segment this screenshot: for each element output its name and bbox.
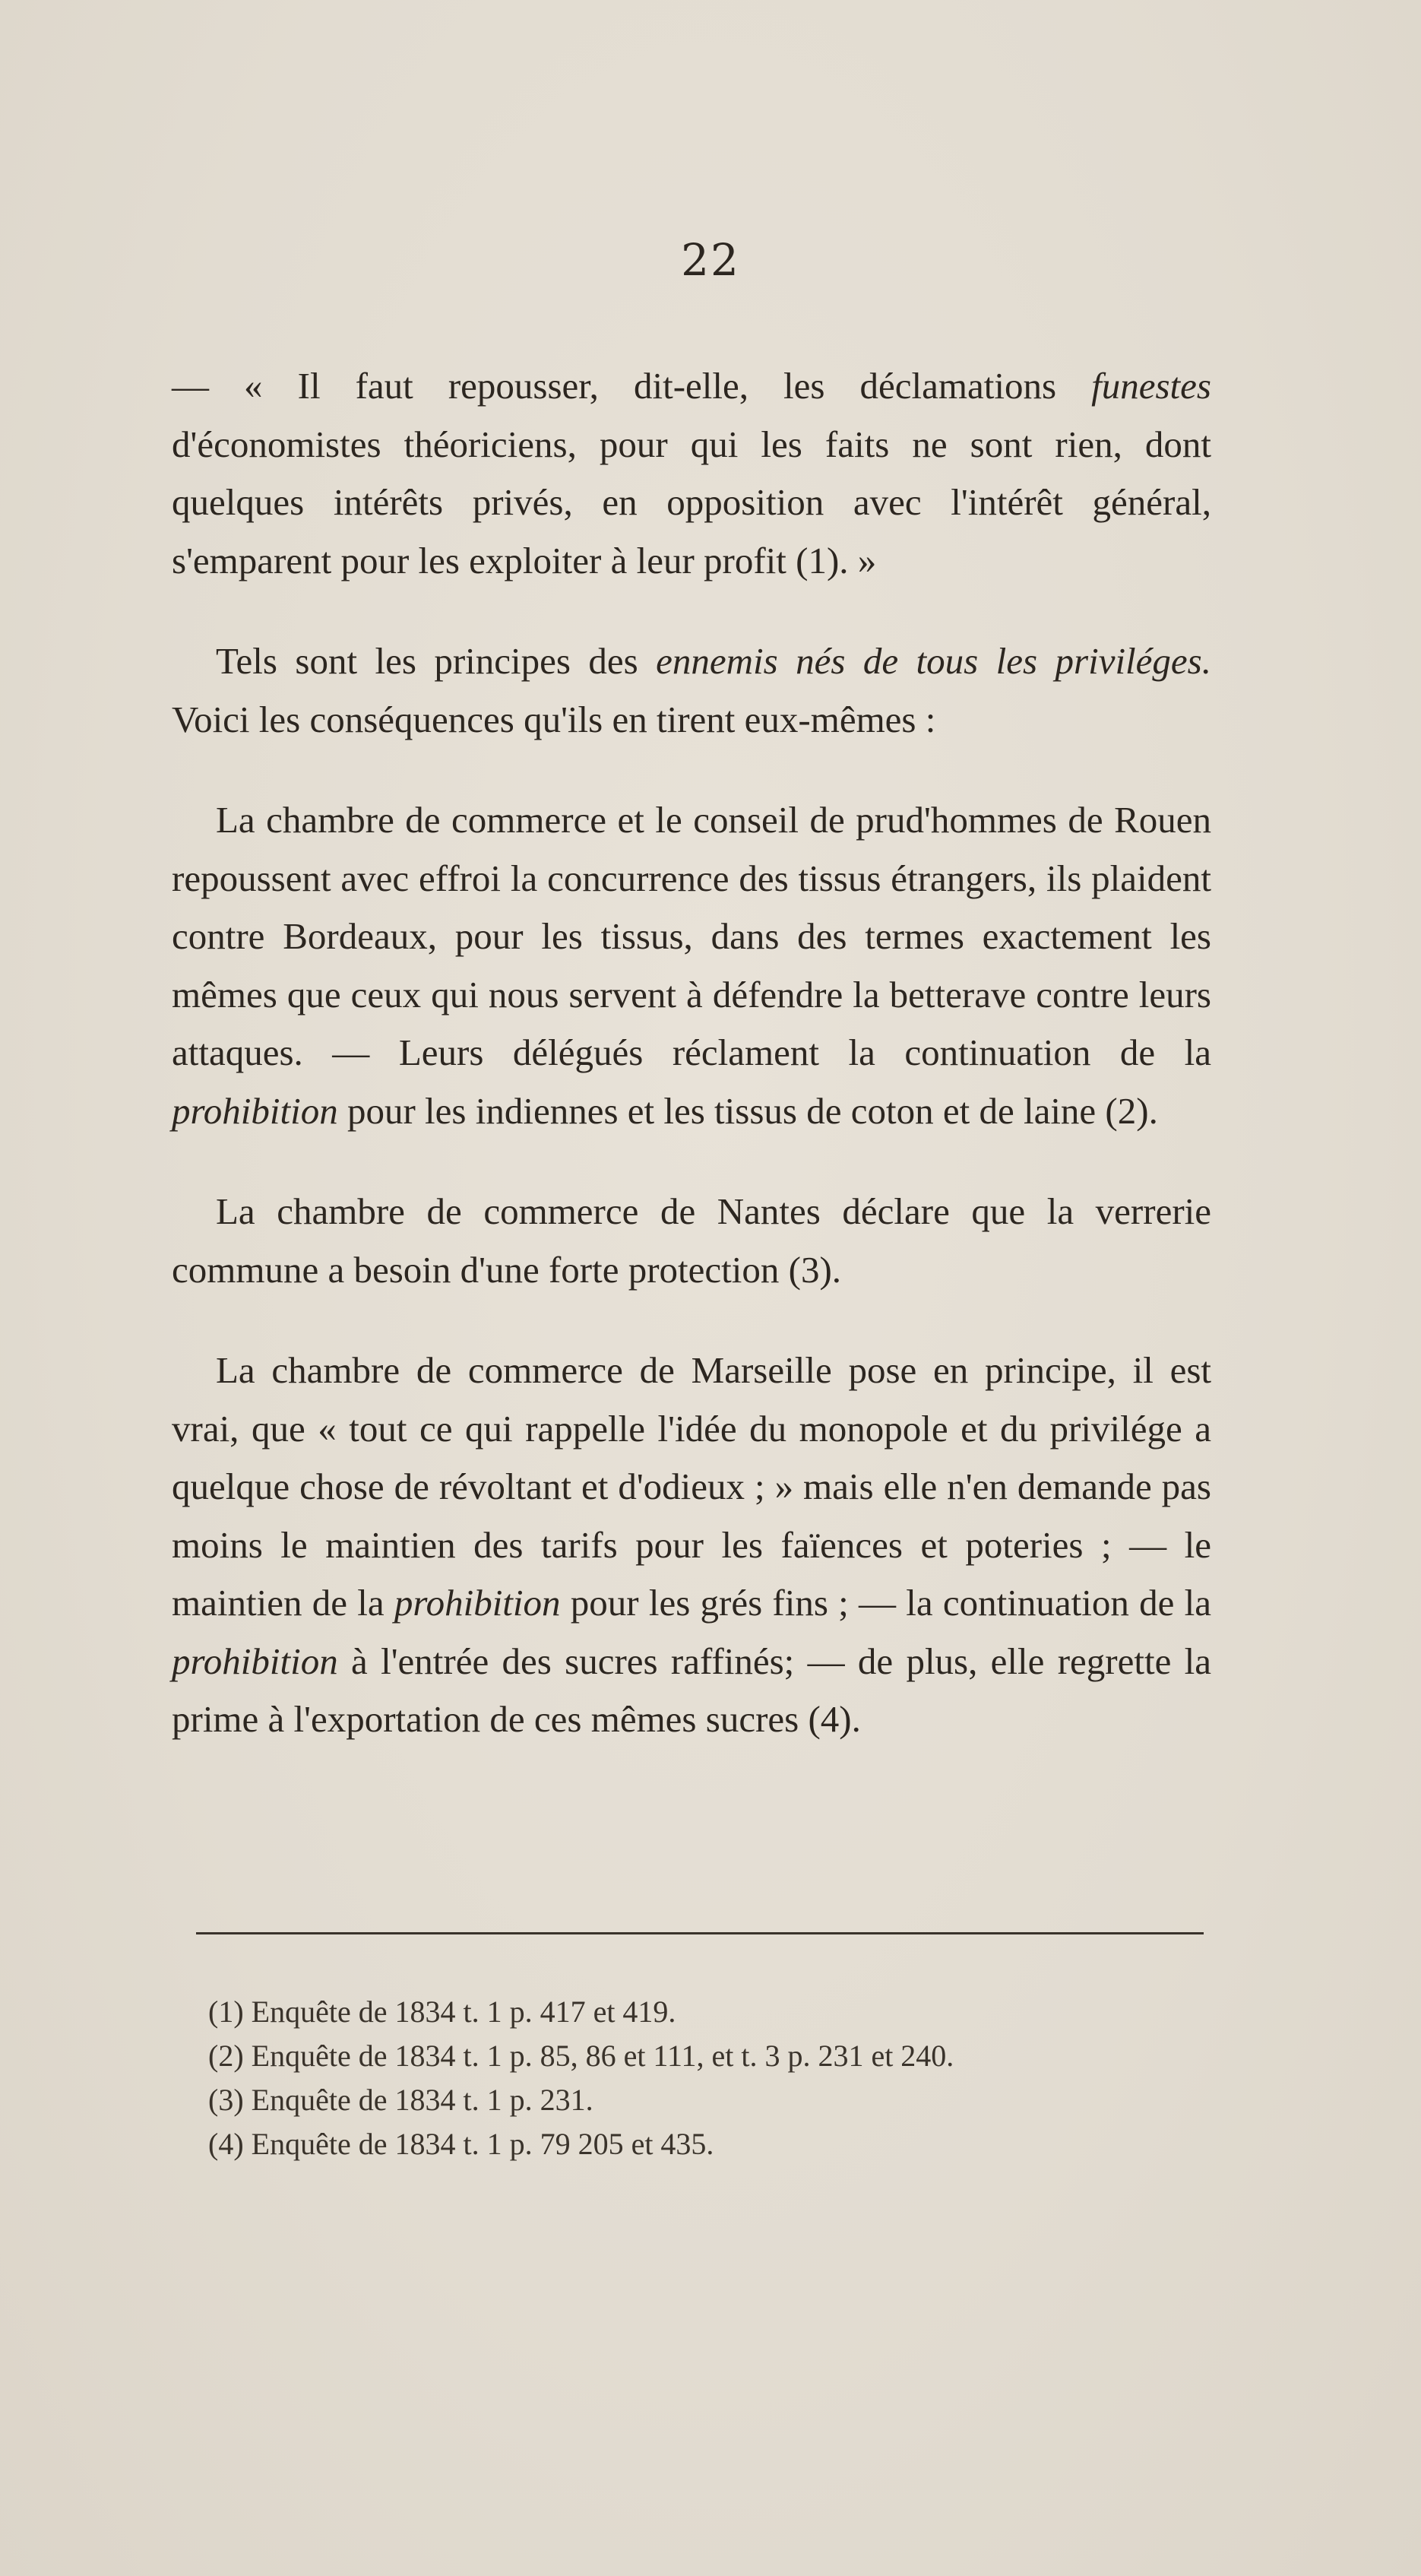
text-run: pour les indiennes et les tissus de coton et de laine (2). xyxy=(337,1089,1158,1132)
italic-run: prohibition xyxy=(394,1582,561,1624)
italic-run: ennemis nés de tous les priviléges. xyxy=(656,640,1211,682)
footnote: (2) Enquête de 1834 t. 1 p. 85, 86 et 111, et t. 3 p. 231 et 240. xyxy=(208,2039,954,2073)
page-number: 22 xyxy=(681,234,740,286)
footnote: (4) Enquête de 1834 t. 1 p. 79 205 et 435. xyxy=(208,2127,714,2161)
footnote: (3) Enquête de 1834 t. 1 p. 231. xyxy=(208,2083,593,2117)
footnote: (1) Enquête de 1834 t. 1 p. 417 et 419. xyxy=(208,1995,676,2029)
text-run: Tels sont les principes des xyxy=(216,640,657,682)
body-text xyxy=(172,357,1211,1792)
paragraph xyxy=(172,1342,1211,1749)
text-run: — « Il faut repousser, dit-elle, les déclamations xyxy=(172,365,1092,407)
paragraph xyxy=(172,632,1211,749)
italic-run: prohibition xyxy=(172,1640,338,1682)
italic-run: funestes xyxy=(1091,365,1211,407)
text-run: pour les grés fins ; — la continuation de la xyxy=(560,1582,1211,1624)
paragraph xyxy=(172,357,1211,590)
paragraph xyxy=(172,1183,1211,1299)
text-run: La chambre de commerce de Nantes déclare que la verrerie commune a besoin d'une forte protection (3). xyxy=(172,1190,1211,1291)
footnote-divider xyxy=(196,1932,1204,1934)
italic-run: prohibition xyxy=(172,1089,338,1132)
text-run: d'économistes théoriciens, pour qui les faits ne sont rien, dont quelques intérêts privés, en opposition avec l'intérêt général, s'emparent pour les exploiter à leur profit (1). » xyxy=(172,423,1211,581)
text-run: La chambre de commerce et le conseil de prud'hommes de Rouen repoussent avec effroi la concurrence des tissus étrangers, ils plaident contre Bordeaux, pour les tissus, dans des termes exactement les mêmes que ceux qui nous servent à défendre la betterave contre leurs attaques. — Leurs délégués réclament la continuation de la xyxy=(172,799,1211,1073)
paragraph xyxy=(172,791,1211,1140)
text-run: à l'entrée des sucres raffinés; — de plus, elle regrette la prime à l'exportation de ces mêmes sucres (4). xyxy=(172,1640,1211,1740)
footnotes xyxy=(208,1990,1120,2166)
text-run: La chambre de commerce de Marseille pose en principe, il est vrai, que « tout ce qui rappelle l'idée du monopole et du privilége a quelque chose de révoltant et d'odieux ; » mais elle n'en demande pas moins le maintien des tarifs pour les faïences et poteries ; — le maintien de la xyxy=(172,1349,1211,1624)
text-run: Voici les conséquences qu'ils en tirent eux-mêmes : xyxy=(172,698,936,740)
